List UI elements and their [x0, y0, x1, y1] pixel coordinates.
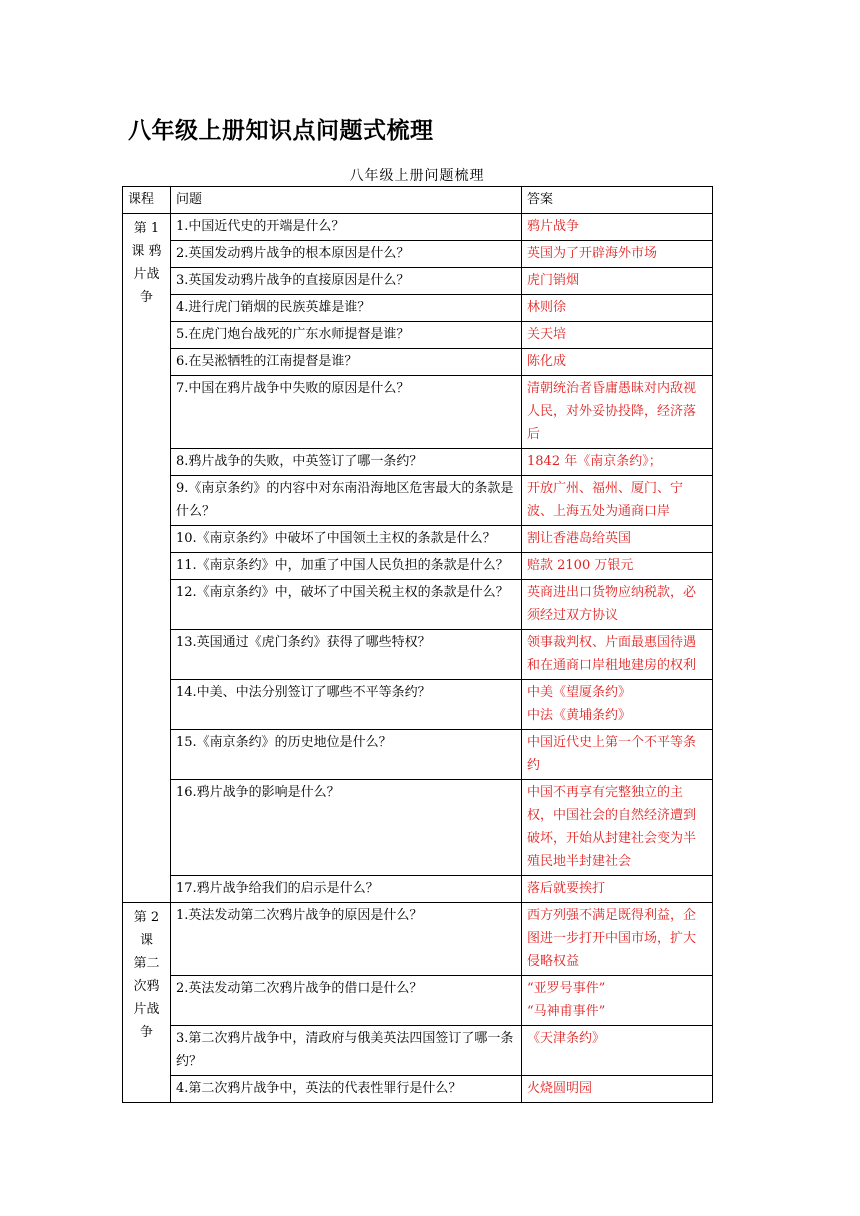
table-row	[123, 780, 713, 876]
answer-cell: 清朝统治者昏庸愚昧对内敌视人民，对外妥协投降，经济落后	[522, 376, 713, 449]
answer-cell: 中国近代史上第一个不平等条约	[522, 730, 713, 780]
question-cell: 2.英法发动第二次鸦片战争的借口是什么？	[171, 976, 522, 1026]
question-cell: 14.中美、中法分别签订了哪些不平等条约？	[171, 680, 522, 730]
answer-cell: 赔款 2100 万银元	[522, 553, 713, 580]
table-row	[123, 214, 713, 241]
question-cell: 3.英国发动鸦片战争的直接原因是什么？	[171, 268, 522, 295]
table-header-row	[123, 187, 713, 214]
table-row	[123, 876, 713, 903]
question-cell: 17.鸦片战争给我们的启示是什么？	[171, 876, 522, 903]
question-cell: 11.《南京条约》中，加重了中国人民负担的条款是什么？	[171, 553, 522, 580]
question-cell: 15.《南京条约》的历史地位是什么？	[171, 730, 522, 780]
question-cell: 4.进行虎门销烟的民族英雄是谁？	[171, 295, 522, 322]
question-cell: 3.第二次鸦片战争中，清政府与俄美英法四国签订了哪一条约？	[171, 1026, 522, 1076]
question-cell: 6.在吴淞牺牲的江南提督是谁？	[171, 349, 522, 376]
header-answer: 答案	[522, 187, 713, 214]
table-row	[123, 295, 713, 322]
question-cell: 12.《南京条约》中，破坏了中国关税主权的条款是什么？	[171, 580, 522, 630]
table-row	[123, 526, 713, 553]
qa-table	[122, 186, 713, 1103]
page-title: 八年级上册知识点问题式梳理	[128, 118, 434, 144]
answer-cell: 虎门销烟	[522, 268, 713, 295]
lesson-name: 第 1 课 鸦 片战 争	[123, 214, 171, 903]
answer-cell: 火烧圆明园	[522, 1076, 713, 1103]
question-cell: 16.鸦片战争的影响是什么？	[171, 780, 522, 876]
answer-cell: 中美《望厦条约》 中法《黄埔条约》	[522, 680, 713, 730]
table-row	[123, 630, 713, 680]
question-cell: 2.英国发动鸦片战争的根本原因是什么？	[171, 241, 522, 268]
answer-cell: 关天培	[522, 322, 713, 349]
answer-cell: 英国为了开辟海外市场	[522, 241, 713, 268]
answer-cell: 落后就要挨打	[522, 876, 713, 903]
answer-cell: “亚罗号事件” “马神甫事件”	[522, 976, 713, 1026]
question-cell: 10.《南京条约》中破坏了中国领土主权的条款是什么？	[171, 526, 522, 553]
table-row	[123, 976, 713, 1026]
table-row	[123, 730, 713, 780]
table-row	[123, 1076, 713, 1103]
table-row	[123, 1026, 713, 1076]
qa-table-body	[123, 187, 713, 1103]
table-row	[123, 376, 713, 449]
table-row	[123, 268, 713, 295]
table-row	[123, 580, 713, 630]
lesson-name: 第 2 课 第二 次鸦 片战 争	[123, 903, 171, 1103]
question-cell: 8.鸦片战争的失败，中英签订了哪一条约？	[171, 449, 522, 476]
table-row	[123, 680, 713, 730]
answer-cell: 林则徐	[522, 295, 713, 322]
header-question: 问题	[171, 187, 522, 214]
question-cell: 9.《南京条约》的内容中对东南沿海地区危害最大的条款是什么？	[171, 476, 522, 526]
answer-cell: 1842 年《南京条约》；	[522, 449, 713, 476]
question-cell: 5.在虎门炮台战死的广东水师提督是谁？	[171, 322, 522, 349]
table-row	[123, 553, 713, 580]
question-cell: 7.中国在鸦片战争中失败的原因是什么？	[171, 376, 522, 449]
answer-cell: 陈化成	[522, 349, 713, 376]
table-row	[123, 903, 713, 976]
table-row	[123, 241, 713, 268]
answer-cell: 割让香港岛给英国	[522, 526, 713, 553]
answer-cell: 中国不再享有完整独立的主权，中国社会的自然经济遭到破坏，开始从封建社会变为半殖民地半封建社会	[522, 780, 713, 876]
answer-cell: 《天津条约》	[522, 1026, 713, 1076]
table-row	[123, 476, 713, 526]
question-cell: 1.英法发动第二次鸦片战争的原因是什么？	[171, 903, 522, 976]
question-cell: 1.中国近代史的开端是什么？	[171, 214, 522, 241]
answer-cell: 开放广州、福州、厦门、宁波、上海五处为通商口岸	[522, 476, 713, 526]
answer-cell: 英商进出口货物应纳税款，必须经过双方协议	[522, 580, 713, 630]
table-row	[123, 449, 713, 476]
table-row	[123, 349, 713, 376]
table-caption: 八年级上册问题梳理	[349, 168, 485, 184]
answer-cell: 领事裁判权、片面最惠国待遇和在通商口岸租地建房的权利	[522, 630, 713, 680]
answer-cell: 鸦片战争	[522, 214, 713, 241]
header-lesson: 课程	[123, 187, 171, 214]
table-row	[123, 322, 713, 349]
question-cell: 4.第二次鸦片战争中，英法的代表性罪行是什么？	[171, 1076, 522, 1103]
answer-cell: 西方列强不满足既得利益，企图进一步打开中国市场，扩大侵略权益	[522, 903, 713, 976]
question-cell: 13.英国通过《虎门条约》获得了哪些特权？	[171, 630, 522, 680]
